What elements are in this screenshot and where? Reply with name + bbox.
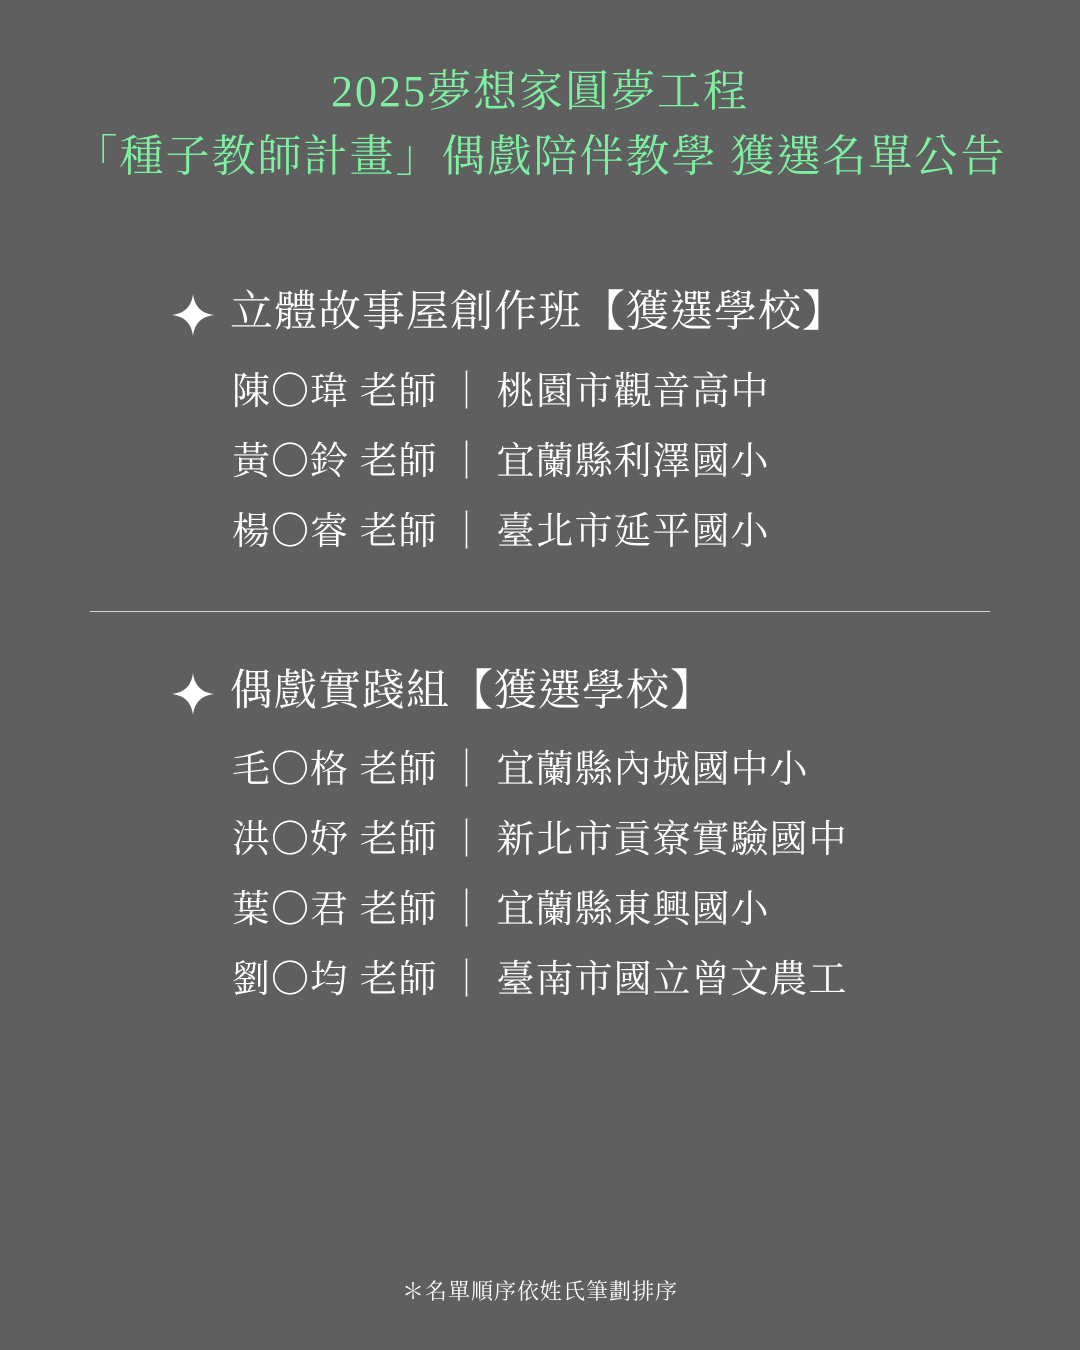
footnote: ＊名單順序依姓氏筆劃排序 (401, 1279, 678, 1304)
entry-school: 宜蘭縣東興國小 (496, 889, 770, 932)
section-1-heading (0, 287, 1080, 339)
section-1-entry-list (0, 370, 1080, 553)
section-2-entry-list (0, 749, 1080, 1002)
sparkle-icon (170, 292, 216, 338)
list-item (232, 819, 1080, 862)
entry-name: 陳〇瑋 老師 (232, 370, 438, 413)
entry-school: 宜蘭縣利澤國小 (496, 440, 770, 483)
list-item (232, 959, 1080, 1002)
section-puppet-practice (0, 666, 1080, 1000)
entry-school: 臺南市國立曾文農工 (496, 959, 848, 1002)
section-1-title: 立體故事屋創作班【獲選學校】 (230, 289, 846, 337)
entry-name: 劉〇均 老師 (232, 959, 438, 1002)
entry-school: 臺北市延平國小 (496, 510, 770, 553)
list-item (232, 889, 1080, 932)
list-item (232, 440, 1080, 483)
poster-header (0, 62, 1080, 189)
entry-school: 桃園市觀音高中 (496, 370, 770, 413)
entry-separator: ｜ (447, 819, 487, 862)
entry-separator: ｜ (447, 370, 487, 413)
list-item (232, 749, 1080, 792)
entry-name: 毛〇格 老師 (232, 749, 438, 792)
entry-name: 洪〇妤 老師 (232, 819, 438, 862)
entry-school: 新北市貢寮實驗國中 (496, 819, 848, 862)
section-divider (90, 611, 990, 612)
entry-name: 葉〇君 老師 (232, 889, 438, 932)
entry-separator: ｜ (447, 749, 487, 792)
list-item (232, 370, 1080, 413)
poster-title-line-1: 2025夢想家圓夢工程 (331, 67, 749, 116)
section-2-heading (0, 666, 1080, 718)
entry-name: 楊〇睿 老師 (232, 510, 438, 553)
section-stereo-story-house (0, 287, 1080, 551)
section-2-title: 偶戲實踐組【獲選學校】 (230, 667, 714, 715)
sparkle-icon (170, 671, 216, 717)
entry-name: 黃〇鈴 老師 (232, 440, 438, 483)
entry-separator: ｜ (447, 889, 487, 932)
entry-separator: ｜ (447, 510, 487, 553)
poster-title-line-2: 「種子教師計畫」偶戲陪伴教學 獲選名單公告 (73, 132, 1007, 182)
entry-separator: ｜ (447, 440, 487, 483)
entry-separator: ｜ (447, 959, 487, 1002)
list-item (232, 510, 1080, 553)
entry-school: 宜蘭縣內城國中小 (496, 749, 809, 792)
